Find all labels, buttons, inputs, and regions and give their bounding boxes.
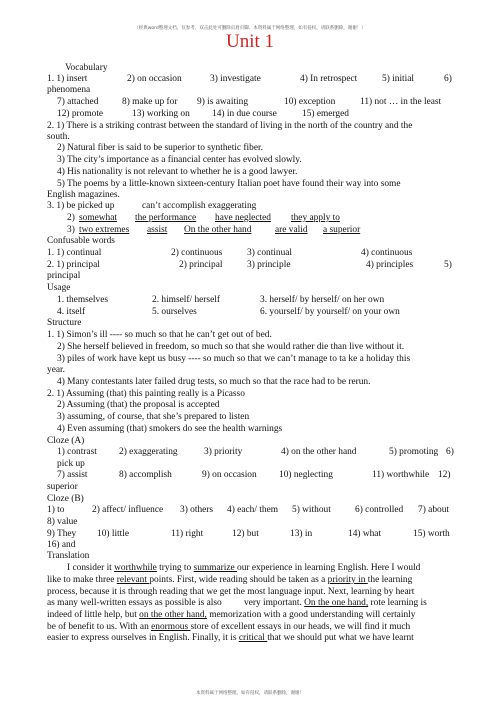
text-item: 12) (438, 470, 451, 480)
text-item: 5. ourselves (152, 307, 197, 317)
translation-text: rote learning is (368, 598, 427, 608)
translation-text: our experience in learning English. Here I would (237, 563, 421, 573)
text-item: 3) piles of work have kept us busy ---- so much so that we can’t manage to ta ke a holiday this (57, 354, 411, 364)
underlined-answer: they apply to (291, 213, 340, 223)
text-item: 11) not … in the least (360, 97, 442, 107)
text-item: superior (47, 482, 78, 492)
underlined-phrase: On the one hand, (304, 598, 369, 608)
text-item: 6) (444, 74, 452, 84)
translation-text: process, because it is through reading that we get the most language input. Next, learning by heart (47, 587, 415, 597)
text-line (47, 235, 453, 247)
underlined-phrase: summarize (193, 563, 238, 573)
text-item: Translation (47, 551, 90, 561)
text-item: 2. 1) Assuming (that) this painting really is a Picasso (47, 389, 245, 399)
text-line (47, 96, 453, 108)
underlined-phrase: relevant (116, 575, 150, 585)
text-item: 9) They (47, 529, 77, 539)
translation-segment (47, 632, 414, 644)
underlined-answer: two extremes (79, 225, 130, 235)
text-line (47, 247, 453, 259)
underlined-answer: assist (147, 225, 168, 235)
text-item: 2) affect/ influence (92, 505, 164, 515)
text-line (47, 329, 453, 341)
text-item: Cloze (B) (47, 494, 84, 504)
translation-line (47, 632, 453, 644)
text-item: 3) priority (204, 447, 243, 457)
translation-text: I consider it (67, 563, 115, 573)
text-item: 3) principle (247, 260, 291, 270)
translation-text: as many well-written essays as possible is also (47, 598, 222, 608)
text-item: 4) His nationality is not relevant to whether he is a good lawyer. (57, 167, 298, 177)
text-item: English magazines. (47, 190, 120, 200)
text-item: 2. himself/ herself (152, 295, 220, 305)
text-item: 2) on occasion (127, 74, 182, 84)
text-item: Usage (47, 283, 71, 293)
text-item: 4. itself (57, 307, 86, 317)
text-item: 1) contrast (57, 447, 97, 457)
text-item: 4) In retrospect (300, 74, 358, 84)
underlined-answer: On the other hand (184, 225, 252, 235)
text-line (47, 294, 453, 306)
text-line (47, 411, 453, 423)
text-item: 7) about (418, 505, 449, 515)
text-line (47, 469, 453, 481)
text-item: 4) principles (366, 260, 414, 270)
text-item: 6) (446, 447, 454, 457)
text-item: 14) what (348, 529, 382, 539)
text-item: 13) working on (132, 109, 190, 119)
translation-segment (244, 597, 427, 609)
translation-line (47, 597, 453, 609)
text-line (47, 550, 453, 562)
text-item: 10) little (97, 529, 130, 539)
translation-text: be of benefit to us. With an (47, 622, 152, 632)
translation-text: very important. (244, 598, 305, 608)
text-item: 5) The poems by a little-known sixteen-century Italian poet have found their way into some (57, 179, 401, 189)
text-item: 8) accomplish (119, 470, 172, 480)
text-item: 3. 1) be picked up (47, 201, 115, 211)
text-item: 12) but (232, 529, 259, 539)
text-item: 8) make up for (122, 97, 178, 107)
underlined-answer: somewhat (79, 213, 118, 223)
text-item: 2) continuous (171, 248, 223, 258)
text-line (47, 481, 453, 493)
text-item: 5) promoting (389, 447, 439, 457)
text-line (47, 84, 453, 96)
translation-text: that we should put what we have learnt (267, 633, 414, 643)
page-title: Unit 1 (225, 31, 275, 52)
underlined-answer: the performance (135, 213, 197, 223)
text-item: 9) is awaiting (197, 97, 249, 107)
translation-line (47, 562, 453, 574)
text-item: 7) attached (57, 97, 99, 107)
text-item: 3) assuming, of course, that she’s prepared to listen (57, 412, 250, 422)
text-item: 9) on occasion (202, 470, 257, 480)
translation-segment (47, 597, 222, 609)
underlined-phrase: on the other hand, (139, 610, 207, 620)
text-item: 2) exaggerating (119, 447, 178, 457)
text-item: Vocabulary (65, 63, 108, 73)
text-item: 12) promote (57, 109, 104, 119)
text-item: south. (47, 132, 70, 142)
text-line (47, 166, 453, 178)
translation-text: points. First, wide reading should be taken as a (149, 575, 328, 585)
text-line (47, 341, 453, 353)
text-item: 3) (67, 225, 75, 235)
translation-text: store of excellent essays in our heads, we will find it much (190, 622, 411, 632)
text-item: 6. yourself/ by yourself/ on your own (260, 307, 400, 317)
text-item: 16) and (47, 540, 76, 550)
page-header-note: （经典word整理文档，仅参考，双击此处可删除页眉页脚。本资料属于网络整理，如有侵权，请联系删除，谢谢！） (134, 26, 366, 31)
text-item: 1. 1) insert (47, 74, 88, 84)
underlined-phrase: priority in (327, 575, 368, 585)
text-line (47, 154, 453, 166)
underlined-answer: are valid (275, 225, 308, 235)
text-item: 10) neglecting (279, 470, 333, 480)
text-item: Structure (47, 318, 82, 328)
text-item: 5) (444, 260, 452, 270)
text-item: 14) in due course (212, 109, 277, 119)
text-line (47, 423, 453, 435)
text-item: 6) controlled (355, 505, 404, 515)
text-item: principal (47, 271, 81, 281)
text-item: 2. 1) principal (47, 260, 100, 270)
text-item: 7) assist (57, 470, 88, 480)
text-item: Confusable words (47, 236, 115, 246)
underlined-answer: have neglected (215, 213, 271, 223)
text-line (47, 282, 453, 294)
text-item: 5) initial (382, 74, 415, 84)
text-line (47, 376, 453, 388)
text-line (47, 108, 453, 120)
text-line (47, 317, 453, 329)
text-item: 2) Natural fiber is said to be superior to synthetic fiber. (57, 143, 263, 153)
translation-line (47, 609, 453, 621)
text-item: 1) to (47, 505, 65, 515)
translation-segment (67, 562, 420, 574)
translation-text: memorization with a good understanding will certainly (206, 610, 416, 620)
translation-text: the learning (367, 575, 413, 585)
text-item: 3) investigate (210, 74, 261, 84)
text-item: 4) continuous (361, 248, 413, 258)
translation-segment (47, 609, 415, 621)
translation-text: like to make three (47, 575, 117, 585)
translation-line (47, 574, 453, 586)
text-item: 4) on the other hand (281, 447, 357, 457)
text-line (47, 212, 453, 224)
text-item: 4) Even assuming (that) smokers do see the health warnings (57, 424, 283, 434)
text-item: phenomena (47, 85, 91, 95)
underlined-phrase: worthwhile (114, 563, 157, 573)
text-line (47, 200, 453, 212)
text-item: 1. 1) continual (47, 248, 102, 258)
page-footer-note: 本资料属于网络整理，如有侵权，请联系删除，谢谢！ (196, 691, 304, 696)
text-item: 2) (67, 213, 75, 223)
underlined-phrase: enormous (151, 622, 191, 632)
translation-text: easier to express ourselves in English. Finally, it is (47, 633, 239, 643)
text-line (47, 446, 453, 458)
text-item: 11) right (171, 529, 204, 539)
translation-segment (47, 574, 412, 586)
text-item: 3) others (180, 505, 214, 515)
text-line (47, 399, 453, 411)
text-line (47, 504, 453, 516)
text-item: 4) Many contestants later failed drug tests, so much so that the race had to be rerun. (57, 377, 371, 387)
translation-text: trying to (156, 563, 194, 573)
text-item: 2) Assuming (that) the proposal is accepted (57, 400, 220, 410)
text-item: 13) in (290, 529, 313, 539)
text-item: can’t accomplish exaggerating (142, 201, 257, 211)
text-item: 2. 1) There is a striking contrast between the standard of living in the north of the country and the (47, 121, 413, 131)
text-line (47, 270, 453, 282)
text-item: 10) exception (284, 97, 336, 107)
text-item: 1. themselves (57, 295, 109, 305)
text-item: 1. 1) Simon’s ill ---- so much so that he can’t get out of bed. (47, 330, 272, 340)
text-line (47, 364, 453, 376)
text-item: Cloze (A) (47, 436, 85, 446)
text-item: 3) continual (247, 248, 293, 258)
text-item: pick up (57, 459, 85, 469)
text-item: 3. herself/ by herself/ on her own (260, 295, 385, 305)
text-item: 2) She herself believed in freedom, so much so that she would rather die than live without it. (57, 342, 405, 352)
text-item: 2) principal (179, 260, 223, 270)
text-item: year. (47, 365, 65, 375)
text-item: 11) worthwhile (372, 470, 430, 480)
underlined-phrase: critical (238, 633, 268, 643)
text-line (47, 516, 453, 528)
text-item: 5) without (292, 505, 331, 515)
text-item: 15) worth (413, 529, 450, 539)
underlined-answer: a superior (323, 225, 361, 235)
text-item: 4) each/ them (227, 505, 279, 515)
text-item: 3) The city’s importance as a financial center has evolved slowly. (57, 155, 302, 165)
text-line (47, 142, 453, 154)
text-item: 8) value (47, 517, 78, 527)
translation-text: indeed of little help, but (47, 610, 140, 620)
text-item: 15) emerged (302, 109, 349, 119)
